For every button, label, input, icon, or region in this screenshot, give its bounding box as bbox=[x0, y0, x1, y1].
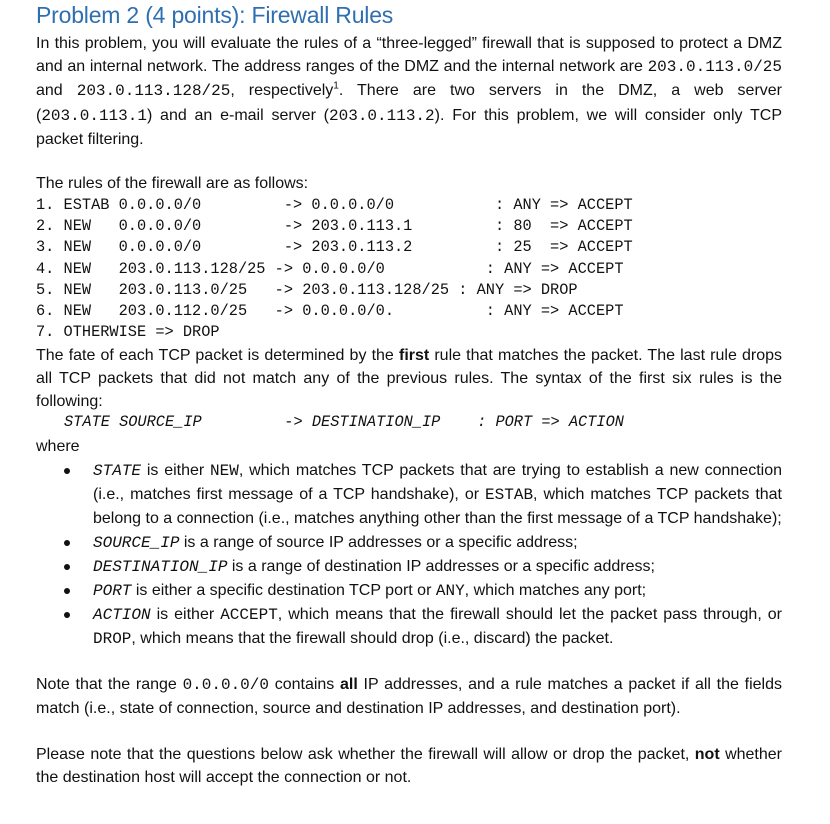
action-accept: ACCEPT bbox=[220, 606, 278, 625]
web-server-ip: 203.0.113.1 bbox=[41, 106, 147, 125]
note-text-2: contains bbox=[268, 676, 341, 693]
bullet-state bbox=[36, 459, 782, 531]
rule-5: 5. NEW 203.0.113.0/25 -> 203.0.113.128/25 : ANY => DROP bbox=[36, 280, 578, 299]
bullet-icon bbox=[64, 612, 70, 618]
footnote-marker: 1 bbox=[333, 81, 339, 93]
destination-text: is a range of destination IP addresses or a specific address; bbox=[227, 557, 655, 575]
intro-text-2: and bbox=[36, 82, 77, 100]
term-source-ip: SOURCE_IP bbox=[93, 533, 180, 552]
action-text-2: , which means that the firewall should let the packet pass through, or bbox=[277, 606, 782, 624]
intro-text-3: , respectively bbox=[230, 82, 334, 100]
intro-text-6: ). For this problem, we will consider only TCP packet filtering. bbox=[36, 106, 782, 148]
bullet-icon bbox=[64, 540, 70, 546]
fate-text-2: rule that matches the packet. The last rule drops all TCP packets that did not match any of the previous rules. The syntax of the first six rules is the following: bbox=[36, 347, 782, 411]
port-text-2: , which matches any port; bbox=[464, 582, 647, 600]
fate-paragraph bbox=[36, 344, 782, 414]
rule-2: 2. NEW 0.0.0.0/0 -> 203.0.113.1 : 80 => ACCEPT bbox=[36, 217, 633, 236]
final-text-2: whether the destination host will accept the connection or not. bbox=[36, 746, 782, 787]
intro-paragraph bbox=[36, 32, 782, 151]
state-estab: ESTAB bbox=[485, 486, 534, 505]
note-paragraph bbox=[36, 673, 782, 720]
rule-7: 7. OTHERWISE => DROP bbox=[36, 323, 220, 342]
note-text-1: Note that the range bbox=[36, 676, 183, 693]
state-text-1: is either bbox=[141, 462, 211, 479]
rule-4: 4. NEW 203.0.113.128/25 -> 0.0.0.0/0 : ANY => ACCEPT bbox=[36, 259, 624, 278]
port-any: ANY bbox=[435, 582, 465, 601]
where-label: where bbox=[36, 438, 80, 455]
intro-text-1: In this problem, you will evaluate the rules of a “three-legged” firewall that is supposed to protect a DMZ and an internal network. The address ranges of the DMZ and the internal network are bbox=[36, 35, 782, 76]
bullet-action bbox=[36, 603, 782, 651]
final-paragraph bbox=[36, 743, 782, 789]
note-text-3: IP addresses, and a rule matches a packet if all the fields match (i.e., state of connection, source and destination IP addresses, and destination port). bbox=[36, 676, 783, 718]
intro-text-5: ) and an e-mail server ( bbox=[146, 106, 330, 124]
state-text-2: , which matches TCP packets that are trying to establish a new connection (i.e., matches first message of a TCP handshake), or bbox=[93, 462, 783, 504]
bullet-icon bbox=[64, 564, 70, 570]
bullet-icon bbox=[64, 588, 70, 594]
field-definitions bbox=[36, 459, 782, 652]
action-text-1: is either bbox=[150, 606, 221, 624]
source-text: is a range of source IP addresses or a specific address; bbox=[179, 533, 578, 551]
action-drop: DROP bbox=[93, 630, 132, 649]
rule-1: 1. ESTAB 0.0.0.0/0 -> 0.0.0.0/0 : ANY => ACCEPT bbox=[36, 196, 633, 214]
term-port: PORT bbox=[93, 582, 132, 601]
term-action: ACTION bbox=[93, 606, 151, 625]
final-bold: not bbox=[694, 746, 720, 763]
intro-text-4: . There are two servers in the DMZ, a web server ( bbox=[36, 82, 782, 124]
bullet-icon bbox=[64, 468, 70, 474]
action-text-3: , which means that the firewall should drop (i.e., discard) the packet. bbox=[131, 630, 614, 648]
dmz-range: 203.0.113.0/25 bbox=[647, 58, 782, 77]
internal-range: 203.0.113.128/25 bbox=[76, 82, 231, 101]
port-text-1: is either a specific destination TCP port or bbox=[131, 582, 436, 600]
state-new: NEW bbox=[210, 462, 239, 480]
state-text-3: , which matches TCP packets that belong to a connection (i.e., matches anything other than the first message of a TCP handshake); bbox=[93, 486, 782, 528]
firewall-rules bbox=[36, 195, 633, 343]
note-bold: all bbox=[340, 676, 358, 693]
term-state: STATE bbox=[93, 462, 142, 480]
note-range: 0.0.0.0/0 bbox=[182, 676, 269, 694]
bullet-port bbox=[36, 579, 782, 603]
problem-title: Problem 2 (4 points): Firewall Rules bbox=[36, 2, 394, 28]
fate-bold: first bbox=[398, 347, 430, 364]
rule-6: 6. NEW 203.0.112.0/25 -> 0.0.0.0/0. : ANY => ACCEPT bbox=[36, 302, 624, 321]
rule-syntax: STATE SOURCE_IP -> DESTINATION_IP : PORT => ACTION bbox=[64, 413, 624, 431]
final-text-1: Please note that the questions below ask whether the firewall will allow or drop the packet, bbox=[36, 746, 695, 763]
mail-server-ip: 203.0.113.2 bbox=[329, 106, 435, 125]
bullet-destination bbox=[36, 555, 782, 579]
rule-3: 3. NEW 0.0.0.0/0 -> 203.0.113.2 : 25 => ACCEPT bbox=[36, 238, 633, 257]
fate-text-1: The fate of each TCP packet is determined by the bbox=[36, 347, 399, 364]
rules-heading: The rules of the firewall are as follows: bbox=[36, 175, 309, 192]
bullet-source bbox=[36, 531, 782, 555]
term-destination-ip: DESTINATION_IP bbox=[93, 557, 228, 576]
